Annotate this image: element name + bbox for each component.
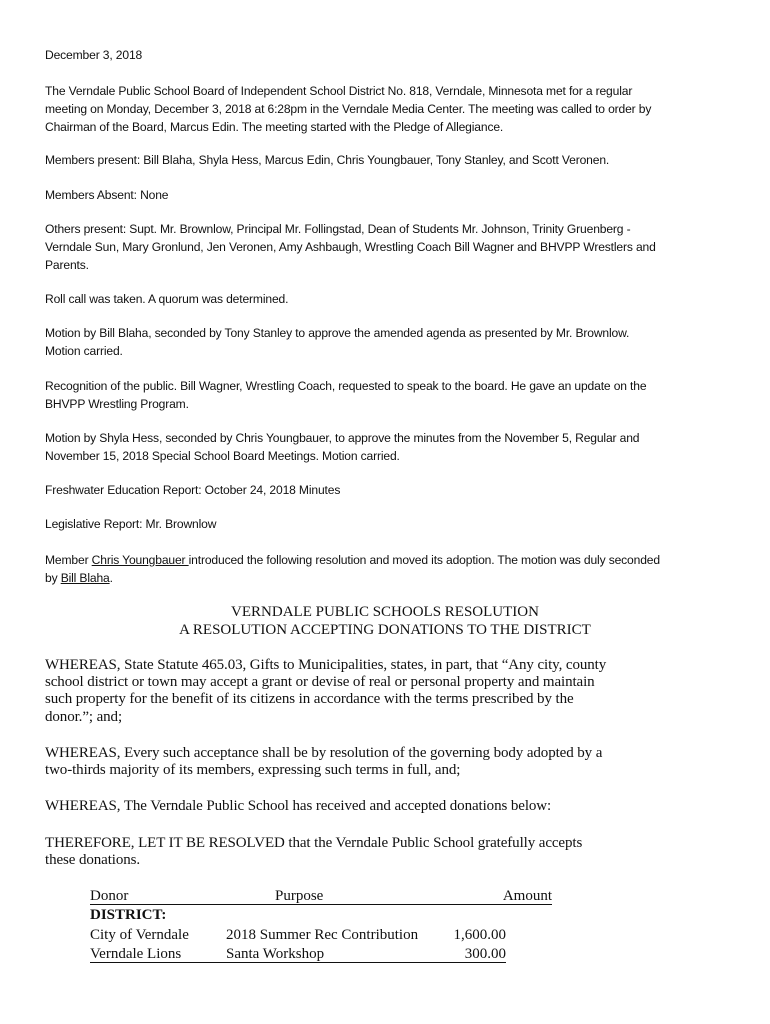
whereas-line: donor.”; and; <box>45 709 123 725</box>
members-present: Members present: Bill Blaha, Shyla Hess, Marcus Edin, Chris Youngbauer, Tony Stanley, and Scott Veronen. <box>45 153 610 167</box>
seconder-name: Bill Blaha <box>60 571 110 585</box>
others-present-line: Parents. <box>45 258 89 272</box>
meeting-date: December 3, 2018 <box>45 48 143 62</box>
motion-minutes-line: Motion by Shyla Hess, seconded by Chris Youngbauer, to approve the minutes from the November 5, Regular and <box>45 431 640 445</box>
donor-cell: City of Verndale <box>90 927 189 943</box>
column-header-amount: Amount <box>502 888 552 904</box>
others-present-line: Others present: Supt. Mr. Brownlow, Principal Mr. Follingstad, Dean of Students Mr. Johnson, Trinity Gruenberg - <box>45 222 631 236</box>
section-label-district: DISTRICT: <box>90 907 167 923</box>
row-underline <box>90 962 506 963</box>
roll-call: Roll call was taken. A quorum was determined. <box>45 292 289 306</box>
therefore-line: these donations. <box>45 852 141 868</box>
resolution-intro-suffix: . <box>109 571 113 585</box>
resolution-intro-middle: introduced the following resolution and moved its adoption. The motion was duly seconded <box>188 553 660 567</box>
whereas-line: WHEREAS, Every such acceptance shall be by resolution of the governing body adopted by a <box>45 745 603 761</box>
resolution-subtitle: A RESOLUTION ACCEPTING DONATIONS TO THE DISTRICT <box>179 622 591 638</box>
others-present-line: Verndale Sun, Mary Gronlund, Jen Veronen, Amy Ashbaugh, Wrestling Coach Bill Wagner and BHVPP Wrestlers and <box>45 240 656 254</box>
motion-agenda-line: Motion by Bill Blaha, seconded by Tony Stanley to approve the amended agenda as presented by Mr. Brownlow. <box>45 326 630 340</box>
resolution-intro-line <box>45 569 735 587</box>
amount-cell: 300.00 <box>464 946 506 962</box>
amount-cell: 1,600.00 <box>453 927 506 943</box>
column-header-purpose: Purpose <box>275 888 324 904</box>
recognition-line: BHVPP Wrestling Program. <box>45 397 189 411</box>
purpose-cell: 2018 Summer Rec Contribution <box>226 927 419 943</box>
motion-minutes-line: November 15, 2018 Special School Board Meetings. Motion carried. <box>45 449 400 463</box>
purpose-cell: Santa Workshop <box>226 946 325 962</box>
intro-line: The Verndale Public School Board of Independent School District No. 818, Verndale, Minnesota met for a regular <box>45 84 633 98</box>
whereas-received-paragraph: WHEREAS, The Verndale Public School has received and accepted donations below: <box>45 798 552 814</box>
column-header-donor: Donor <box>90 888 129 904</box>
donor-cell: Verndale Lions <box>90 946 182 962</box>
intro-line: Chairman of the Board, Marcus Edin. The meeting started with the Pledge of Allegiance. <box>45 120 504 134</box>
members-absent: Members Absent: None <box>45 188 169 202</box>
whereas-line: such property for the benefit of its citizens in accordance with the terms prescribed by the <box>45 691 574 707</box>
header-underline <box>90 904 552 905</box>
motion-agenda-line: Motion carried. <box>45 344 123 358</box>
whereas-line: two-thirds majority of its members, expressing such terms in full, and; <box>45 762 461 778</box>
resolution-title: VERNDALE PUBLIC SCHOOLS RESOLUTION <box>231 604 539 620</box>
resolution-intro-prefix: Member <box>45 553 92 567</box>
recognition-line: Recognition of the public. Bill Wagner, Wrestling Coach, requested to speak to the board. He gave an update on the <box>45 379 647 393</box>
legislative-report: Legislative Report: Mr. Brownlow <box>45 517 217 531</box>
whereas-line: school district or town may accept a grant or devise of real or personal property and maintain <box>45 674 595 690</box>
mover-name: Chris Youngbauer <box>91 553 189 567</box>
whereas-line: WHEREAS, State Statute 465.03, Gifts to Municipalities, states, in part, that “Any city, county <box>45 657 607 673</box>
freshwater-report: Freshwater Education Report: October 24, 2018 Minutes <box>45 483 341 497</box>
resolution-intro-line <box>45 551 735 569</box>
seconded-by-prefix: by <box>45 571 61 585</box>
therefore-line: THEREFORE, LET IT BE RESOLVED that the Verndale Public School gratefully accepts <box>45 835 583 851</box>
intro-line: meeting on Monday, December 3, 2018 at 6:28pm in the Verndale Media Center. The meeting was called to order by <box>45 102 652 116</box>
